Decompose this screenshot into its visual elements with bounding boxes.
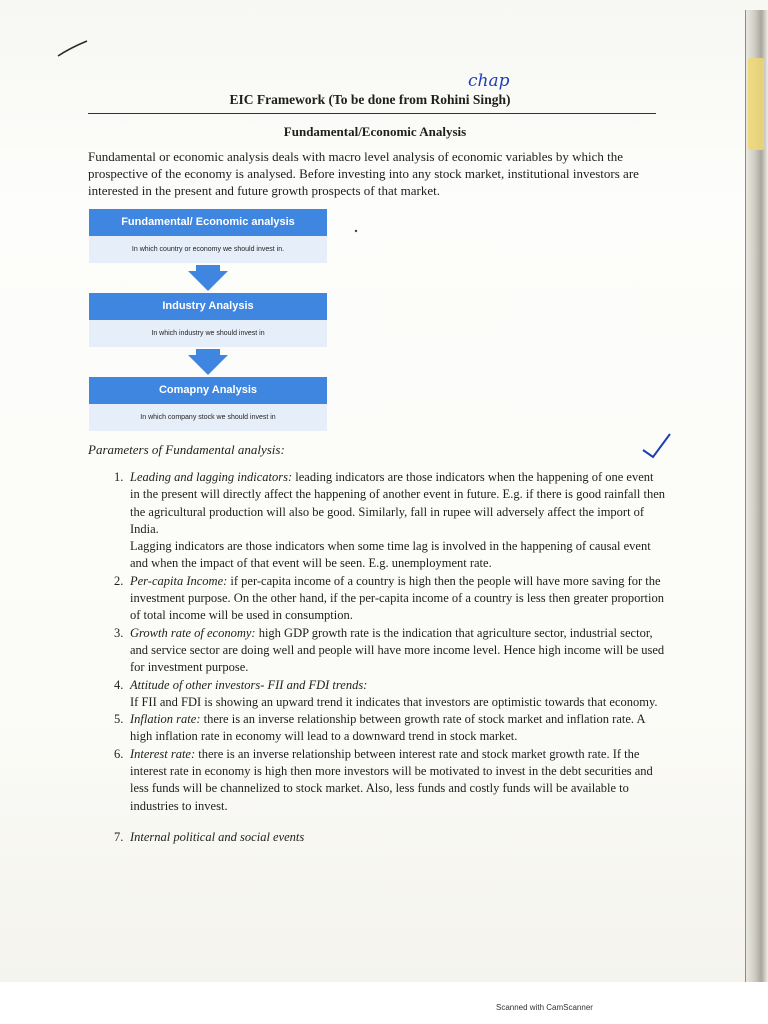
item-name: Attitude of other investors- FII and FDI trends: bbox=[130, 677, 368, 692]
scan-bottom-margin bbox=[0, 982, 768, 1024]
flow-caption-economic: In which country or economy we should invest in. bbox=[89, 236, 327, 263]
item-number: 2. bbox=[114, 573, 124, 588]
item-number: 4. bbox=[114, 677, 124, 692]
scanner-watermark: Scanned with CamScanner bbox=[496, 1003, 593, 1012]
flow-caption-company: In which company stock we should invest in bbox=[89, 404, 327, 431]
sticky-note-flag bbox=[748, 58, 764, 150]
list-item bbox=[106, 469, 666, 573]
item-name: Interest rate: bbox=[130, 746, 196, 761]
parameters-list bbox=[106, 469, 666, 846]
flow-caption-industry: In which industry we should invest in bbox=[89, 320, 327, 347]
section-subtitle: Fundamental/Economic Analysis bbox=[283, 124, 467, 139]
item-name: Leading and lagging indicators: bbox=[130, 470, 293, 484]
item-number: 6. bbox=[114, 746, 124, 761]
page-edge-shadow bbox=[745, 10, 768, 1000]
list-item bbox=[106, 625, 666, 677]
list-item bbox=[106, 677, 666, 712]
title-divider bbox=[88, 113, 656, 114]
pen-stroke-icon bbox=[56, 38, 90, 58]
svg-text:chap: chap bbox=[468, 71, 510, 91]
item-name: Per-capita Income: bbox=[130, 573, 228, 588]
item-number: 5. bbox=[114, 712, 124, 727]
item-name: Inflation rate: bbox=[130, 712, 201, 727]
dot-mark-icon bbox=[353, 228, 359, 234]
item-number: 3. bbox=[114, 625, 124, 640]
item-text: If FII and FDI is showing an upward trend it indicates that investors are optimistic towards that economy. bbox=[130, 694, 658, 709]
list-item bbox=[106, 829, 666, 846]
item-number: 1. bbox=[114, 470, 124, 484]
list-item bbox=[106, 711, 666, 746]
item-name: Growth rate of economy: bbox=[130, 625, 256, 640]
flow-box-economic: Fundamental/ Economic analysis bbox=[89, 209, 327, 236]
item-number: 7. bbox=[114, 829, 124, 844]
flow-box-industry: Industry Analysis bbox=[89, 293, 327, 320]
handwritten-note-icon bbox=[466, 64, 524, 94]
down-arrow-icon bbox=[89, 263, 327, 293]
list-item bbox=[106, 573, 666, 625]
item-text: leading indicators are those indicators when the happening of one event in the present will directly affect the happening of another event in future. E.g. if there is good rainfall then the agricultural production will also be good. Similarly, fall in rupee will adversely affect the import of India. bbox=[130, 470, 666, 536]
item-extra-text: Lagging indicators are those indicators when some time lag is involved in the happening of causal event and when the impact of that event will be seen. E.g. unemployment rate. bbox=[130, 539, 651, 571]
item-name: Internal political and social events bbox=[130, 829, 305, 844]
down-arrow-icon bbox=[89, 347, 327, 377]
flow-box-company: Comapny Analysis bbox=[89, 377, 327, 404]
item-text: there is an inverse relationship between interest rate and stock market growth rate. If the interest rate in economy is high then more investors will be motivated to invest in the debt securities and less funds will be channelized to stock market. Also, less funds and costly funds will be available to industries to invest. bbox=[130, 746, 653, 813]
item-text: if per-capita income of a country is high then the people will have more saving for the investment purpose. On the other hand, if the per-capita income of a country is less then greater proportion of total income will be used in consumption. bbox=[130, 573, 664, 623]
eic-flowchart bbox=[89, 209, 327, 431]
list-item bbox=[106, 746, 666, 815]
checkmark-icon bbox=[640, 432, 674, 460]
page-title: EIC Framework (To be done from Rohini Singh) bbox=[229, 92, 511, 107]
item-text: there is an inverse relationship between growth rate of stock market and inflation rate. A high inflation rate in economy will lead to a downward trend in stock market. bbox=[130, 712, 645, 744]
parameters-heading: Parameters of Fundamental analysis: bbox=[88, 442, 285, 457]
intro-paragraph: Fundamental or economic analysis deals with macro level analysis of economic variables by which the prospective of the economy is analysed. Before investing into any stock market, institutional investors are interested in the present and future growth prospects of that market. bbox=[88, 149, 639, 198]
item-text: high GDP growth rate is the indication that agriculture sector, industrial sector, and service sector are doing well and people will have more income level. Hence high income will be used for investment purpose. bbox=[130, 625, 665, 675]
